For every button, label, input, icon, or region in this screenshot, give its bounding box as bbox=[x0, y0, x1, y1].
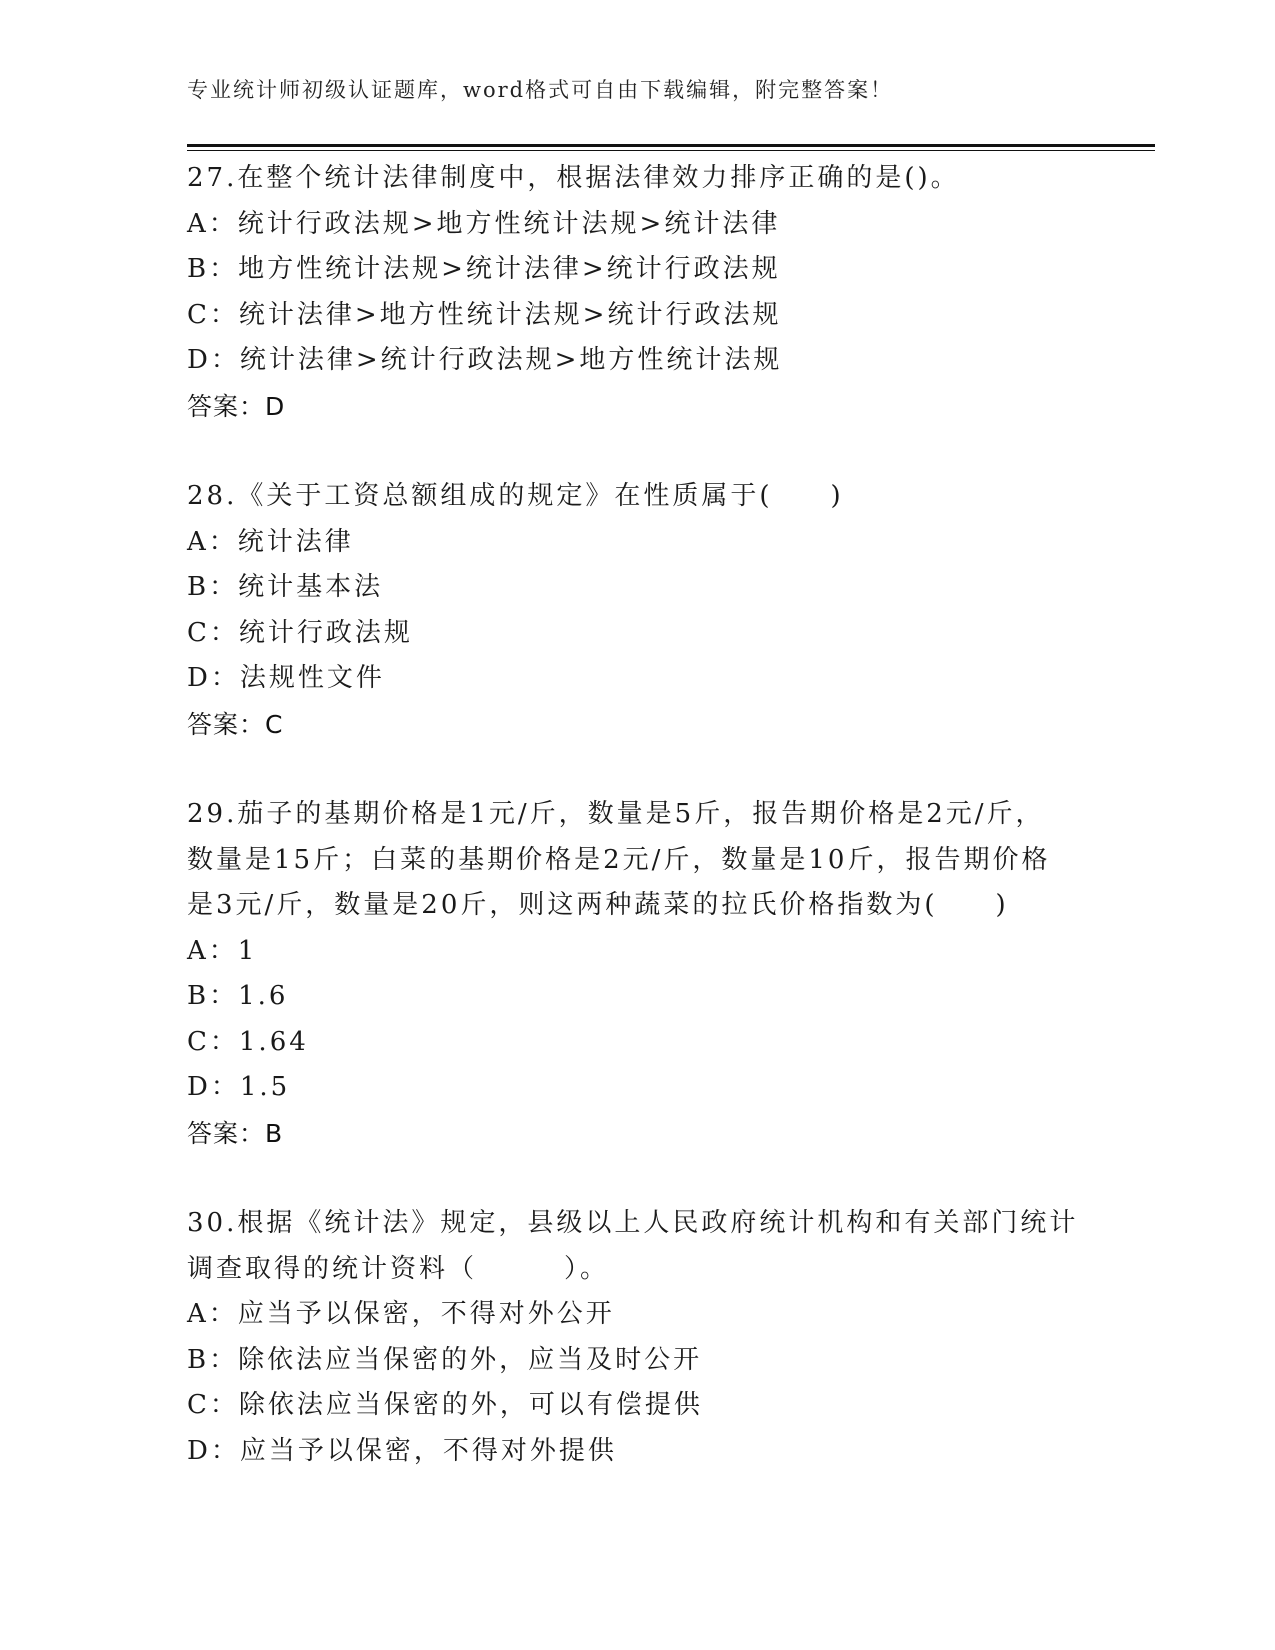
option-a: A：统计法律 bbox=[187, 526, 354, 557]
question-text-line-3: 是3元/斤，数量是20斤，则这两种蔬菜的拉氏价格指数为( ) bbox=[187, 890, 1009, 920]
question-27 bbox=[187, 156, 1087, 429]
option-b: B：地方性统计法规>统计法律>统计行政法规 bbox=[187, 254, 781, 284]
answer: 答案：B bbox=[187, 1118, 284, 1148]
question-29 bbox=[187, 792, 1087, 1156]
option-b: B：1.6 bbox=[187, 981, 289, 1011]
option-c: C：统计行政法规 bbox=[187, 617, 413, 648]
spacer bbox=[187, 747, 1087, 792]
answer: 答案：C bbox=[187, 709, 284, 739]
option-a: A：1 bbox=[187, 935, 258, 966]
question-text-line-2: 调查取得的统计资料（ ）。 bbox=[187, 1253, 610, 1284]
spacer bbox=[187, 429, 1087, 474]
option-a: A：应当予以保密，不得对外公开 bbox=[187, 1299, 615, 1329]
option-b: B：统计基本法 bbox=[187, 572, 384, 602]
question-text-line-2: 数量是15斤；白菜的基期价格是2元/斤，数量是10斤，报告期价格 bbox=[187, 844, 1051, 875]
option-a: A：统计行政法规>地方性统计法规>统计法律 bbox=[187, 208, 781, 239]
question-30 bbox=[187, 1201, 1087, 1474]
question-text-line-1: 30.根据《统计法》规定，县级以上人民政府统计机构和有关部门统计 bbox=[187, 1208, 1079, 1238]
option-c: C：除依法应当保密的外，可以有偿提供 bbox=[187, 1390, 703, 1420]
option-c: C：统计法律>地方性统计法规>统计行政法规 bbox=[187, 299, 782, 330]
question-text-line-1: 29.茄子的基期价格是1元/斤，数量是5斤，报告期价格是2元/斤， bbox=[187, 799, 1045, 829]
answer: 答案：D bbox=[187, 391, 286, 421]
option-b: B：除依法应当保密的外，应当及时公开 bbox=[187, 1344, 703, 1375]
option-d: D：法规性文件 bbox=[187, 663, 385, 693]
question-28 bbox=[187, 474, 1087, 747]
question-list bbox=[187, 156, 1087, 1474]
question-text: 27.在整个统计法律制度中，根据法律效力排序正确的是()。 bbox=[187, 163, 960, 193]
option-d: D：应当予以保密，不得对外提供 bbox=[187, 1435, 617, 1466]
option-d: D：统计法律>统计行政法规>地方性统计法规 bbox=[187, 345, 783, 375]
question-text: 28.《关于工资总额组成的规定》在性质属于( ) bbox=[187, 481, 844, 511]
header-rule-thick bbox=[187, 144, 1155, 147]
page-header: 专业统计师初级认证题库，word格式可自由下载编辑，附完整答案！ bbox=[187, 78, 894, 102]
header-rule-thin bbox=[187, 150, 1155, 151]
option-d: D：1.5 bbox=[187, 1072, 291, 1102]
option-c: C：1.64 bbox=[187, 1026, 309, 1057]
spacer bbox=[187, 1156, 1087, 1201]
